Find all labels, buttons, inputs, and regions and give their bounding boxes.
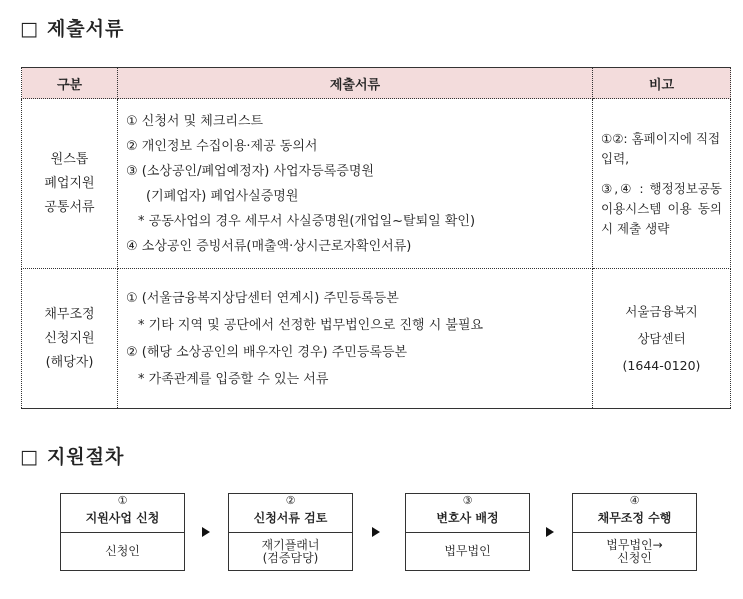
document-note-item: * 가족관계를 입증할 수 있는 서류 <box>138 371 329 387</box>
step-actor-text: 법무법인 <box>444 544 491 558</box>
note-line: (1644-0120) <box>622 358 701 373</box>
note-cell <box>593 99 731 269</box>
note-line: ③,④ : 행정정보공동이용시스템 이용 동의시 제출 생략 <box>601 180 722 236</box>
step-box <box>228 493 353 571</box>
header-note: 비고 <box>593 68 731 99</box>
step-head <box>229 494 352 533</box>
document-item: ② 개인정보 수집이용·제공 동의서 <box>126 138 318 154</box>
document-item: (기폐업자) 폐업사실증명원 <box>146 188 299 204</box>
step-actor-text: 신청인 <box>105 544 140 558</box>
step-number: ④ <box>629 494 640 507</box>
category-line: 신청지원 <box>44 330 95 346</box>
category-cell <box>22 269 118 409</box>
category-cell <box>22 99 118 269</box>
document-note-item: * 공동사업의 경우 세무서 사실증명원(개업일~탈퇴일 확인) <box>138 213 476 229</box>
step-head <box>61 494 184 533</box>
table-row <box>22 269 731 409</box>
header-category: 구분 <box>22 68 118 99</box>
procedure-title-text: 지원절차 <box>46 446 125 468</box>
category-line: 공통서류 <box>44 199 95 215</box>
arrow-right-icon <box>202 527 210 537</box>
step-number: ② <box>285 494 296 507</box>
step-actor <box>229 533 352 570</box>
note-line: 상담센터 <box>637 331 686 346</box>
documents-cell <box>118 269 593 409</box>
note-line: 서울금융복지 <box>625 304 698 319</box>
step-actor <box>61 533 184 570</box>
document-item: ① 신청서 및 체크리스트 <box>126 113 264 129</box>
step-actor-text: 재기플래너 (검증담당) <box>261 537 320 565</box>
header-documents: 제출서류 <box>118 68 593 99</box>
step-number: ① <box>117 494 128 507</box>
step-title: 채무조정 수행 <box>597 510 672 525</box>
step-title: 신청서류 검토 <box>253 510 328 525</box>
checkbox-glyph-icon: □ <box>20 446 39 468</box>
note-line: ①②: 홈페이지에 직접 입력, <box>601 130 721 166</box>
documents-title-text: 제출서류 <box>46 18 125 40</box>
step-title: 변호사 배정 <box>436 510 499 525</box>
step-head <box>573 494 696 533</box>
note-cell <box>593 269 731 409</box>
category-line: 원스톱 <box>50 151 89 167</box>
checkbox-glyph-icon: □ <box>20 18 39 40</box>
step-actor <box>406 533 529 570</box>
document-item: ① (서울금융복지상담센터 연계시) 주민등록등본 <box>126 290 399 306</box>
document-item: ③ (소상공인/폐업예정자) 사업자등록증명원 <box>126 163 374 179</box>
table-row <box>22 99 731 269</box>
step-box <box>60 493 185 571</box>
category-line: (해당자) <box>45 354 94 370</box>
step-actor-text: 법무법인→ 신청인 <box>606 537 663 565</box>
document-item: ② (해당 소상공인의 배우자인 경우) 주민등록등본 <box>126 344 408 360</box>
step-head <box>406 494 529 533</box>
document-item: ④ 소상공인 증빙서류(매출액·상시근로자확인서류) <box>126 238 412 254</box>
step-actor <box>573 533 696 570</box>
document-note-item: * 기타 지역 및 공단에서 선정한 법무법인으로 진행 시 불필요 <box>138 317 484 333</box>
arrow-right-icon <box>372 527 380 537</box>
procedure-section-title <box>20 442 124 469</box>
documents-table <box>21 67 731 409</box>
category-line: 폐업지원 <box>44 175 95 191</box>
category-line: 채무조정 <box>44 306 95 322</box>
documents-cell <box>118 99 593 269</box>
step-box <box>572 493 697 571</box>
step-box <box>405 493 530 571</box>
documents-section-title <box>20 14 124 41</box>
arrow-right-icon <box>546 527 554 537</box>
step-title: 지원사업 신청 <box>85 510 160 525</box>
step-number: ③ <box>462 494 473 507</box>
table-header-row <box>22 68 731 99</box>
